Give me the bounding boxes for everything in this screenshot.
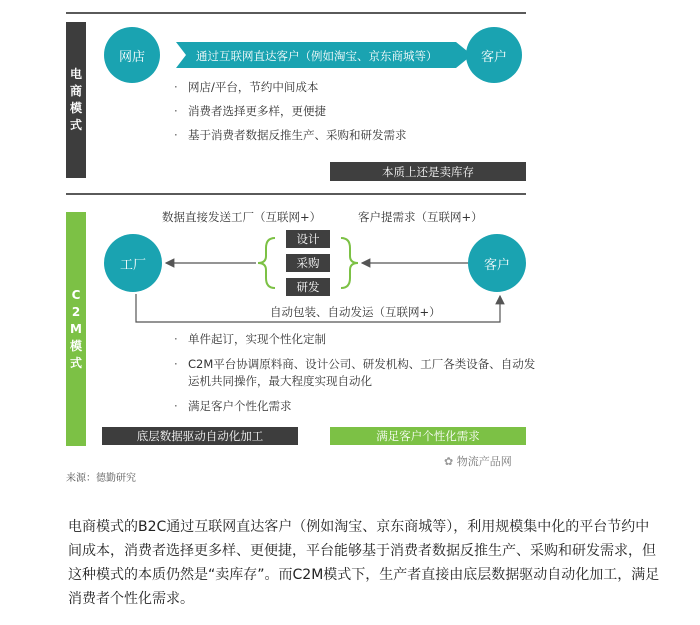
top-bullet: · 消费者选择更多样，更便捷 bbox=[174, 104, 326, 118]
watermark: ✿ 物流产品网 bbox=[444, 455, 512, 468]
bottom-bullet: · 满足客户个性化需求 bbox=[174, 399, 292, 413]
step-purchase: 采购 bbox=[286, 254, 330, 272]
bottom-data-tag: 底层数据驱动自动化加工 bbox=[102, 427, 298, 445]
customer-needs-tag: 满足客户个性化需求 bbox=[330, 427, 526, 445]
c2m-side-label: C 2 M 模 式 bbox=[66, 212, 86, 446]
customer-node-top: 客户 bbox=[466, 27, 522, 83]
bottom-bullet-continued: 运机共同操作，最大程度实现自动化 bbox=[188, 374, 372, 388]
online-store-node: 网店 bbox=[104, 27, 160, 83]
customer-demand-label: 客户提需求（互联网+） bbox=[358, 210, 483, 224]
description-paragraph: 电商模式的B2C通过互联网直达客户（例如淘宝、京东商城等），利用规模集中化的平台节约中间成本，消费者选择更多样、更便捷，平台能够基于消费者数据反推生产、采购和研发需求，但这种模式的本质仍然是“卖库存”。而C2M模式下，生产者直接由底层数据驱动自动化加工，满足消费者个性化需求。 bbox=[68, 519, 660, 607]
top-divider bbox=[66, 12, 526, 14]
auto-packaging-label: 自动包装、自动发运（互联网+） bbox=[270, 305, 441, 319]
source-note: 来源：德勤研究 bbox=[66, 473, 136, 484]
ecommerce-side-label: 电 商 模 式 bbox=[66, 22, 86, 178]
factory-node: 工厂 bbox=[104, 234, 162, 292]
step-rnd: 研发 bbox=[286, 278, 330, 296]
top-bullet: · 基于消费者数据反推生产、采购和研发需求 bbox=[174, 128, 407, 142]
essence-note: 本质上还是卖库存 bbox=[330, 162, 526, 181]
wechat-icon: ✿ bbox=[444, 455, 454, 468]
middle-divider bbox=[66, 193, 526, 195]
customer-node-bottom: 客户 bbox=[468, 234, 526, 292]
top-bullet: · 网店/平台，节约中间成本 bbox=[174, 80, 319, 94]
bottom-bullet: · 单件起订，实现个性化定制 bbox=[174, 332, 326, 346]
step-design: 设计 bbox=[286, 230, 330, 248]
banner-text: 通过互联网直达客户（例如淘宝、京东商城等） bbox=[196, 49, 438, 63]
data-to-factory-label: 数据直接发送工厂（互联网+） bbox=[162, 210, 322, 224]
bottom-bullet: · C2M平台协调原料商、设计公司、研发机构、工厂各类设备、自动发 bbox=[174, 357, 536, 371]
